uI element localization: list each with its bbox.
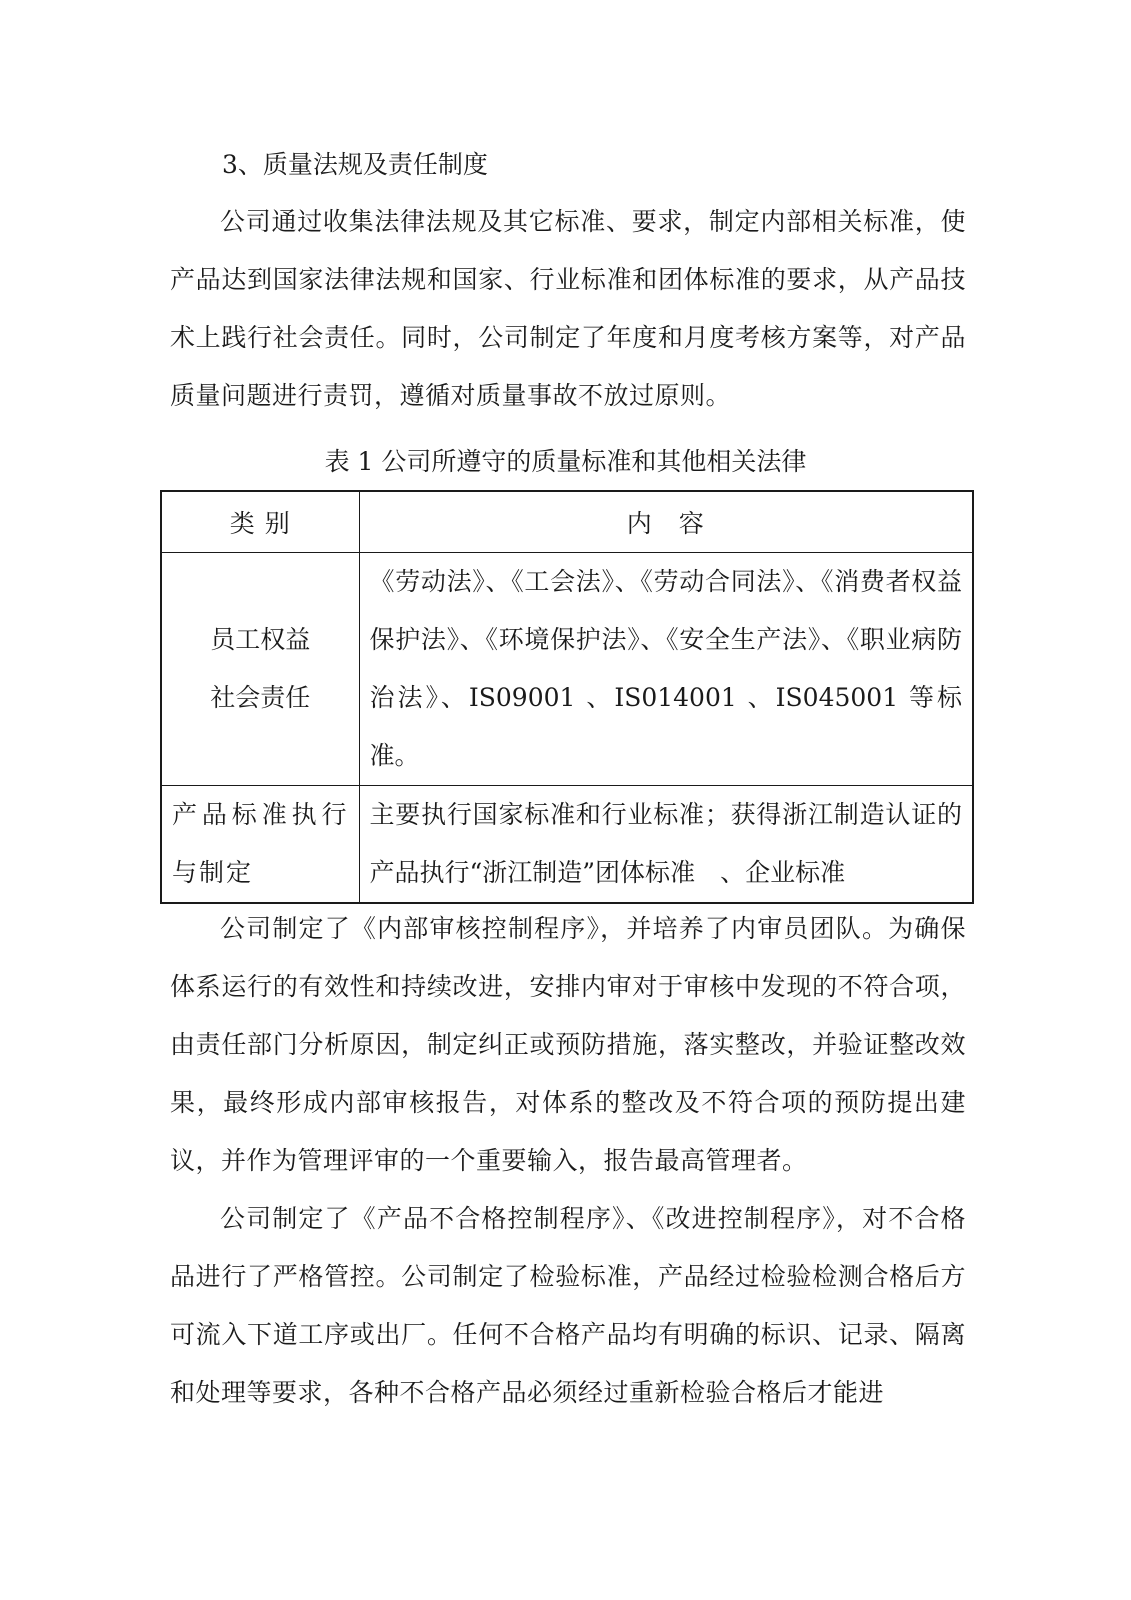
category-line: 员工权益 xyxy=(210,625,311,654)
content-cell: 《劳动法》、《工会法》、《劳动合同法》、《消费者权益保护法》、《环境保护法》、《安全生产法》、《职业病防治法》、IS09001 、IS014001 、IS045001 等标准。 xyxy=(359,553,973,786)
table-row xyxy=(161,553,973,786)
category-line: 产品标准执行 xyxy=(172,800,349,829)
category-line: 社会责任 xyxy=(210,683,311,712)
paragraph-nonconforming-control: 公司制定了《产品不合格控制程序》、《改进控制程序》，对不合格品进行了严格管控。公司制定了检验标准，产品经过检验检测合格后方可流入下道工序或出厂。任何不合格产品均有明确的标识、记录、隔离和处理等要求，各种不合格产品必须经过重新检验合格后才能进 xyxy=(170,1204,966,1407)
category-cell xyxy=(161,786,359,904)
table-row xyxy=(161,786,973,904)
header-content: 内 容 xyxy=(359,491,973,553)
paragraph-quality-regulations: 公司通过收集法律法规及其它标准、要求，制定内部相关标准，使产品达到国家法律法规和国家、行业标准和团体标准的要求，从产品技术上践行社会责任。同时，公司制定了年度和月度考核方案等，对产品质量问题进行责罚，遵循对质量事故不放过原则。 xyxy=(170,207,966,410)
category-line: 与制定 xyxy=(172,858,254,887)
category-cell xyxy=(161,553,359,786)
standards-table xyxy=(160,490,974,904)
section-heading: 3、质量法规及责任制度 xyxy=(222,150,488,179)
table-header-row xyxy=(161,491,973,553)
table-caption: 表 1 公司所遵守的质量标准和其他相关法律 xyxy=(324,447,807,476)
header-category: 类 别 xyxy=(161,491,359,553)
content-cell: 主要执行国家标准和行业标准；获得浙江制造认证的产品执行“浙江制造”团体标准 、企业标准 xyxy=(359,786,973,904)
paragraph-internal-audit: 公司制定了《内部审核控制程序》，并培养了内审员团队。为确保体系运行的有效性和持续改进，安排内审对于审核中发现的不符合项，由责任部门分析原因，制定纠正或预防措施，落实整改，并验证整改效果，最终形成内部审核报告，对体系的整改及不符合项的预防提出建议，并作为管理评审的一个重要输入，报告最高管理者。 xyxy=(170,914,966,1175)
